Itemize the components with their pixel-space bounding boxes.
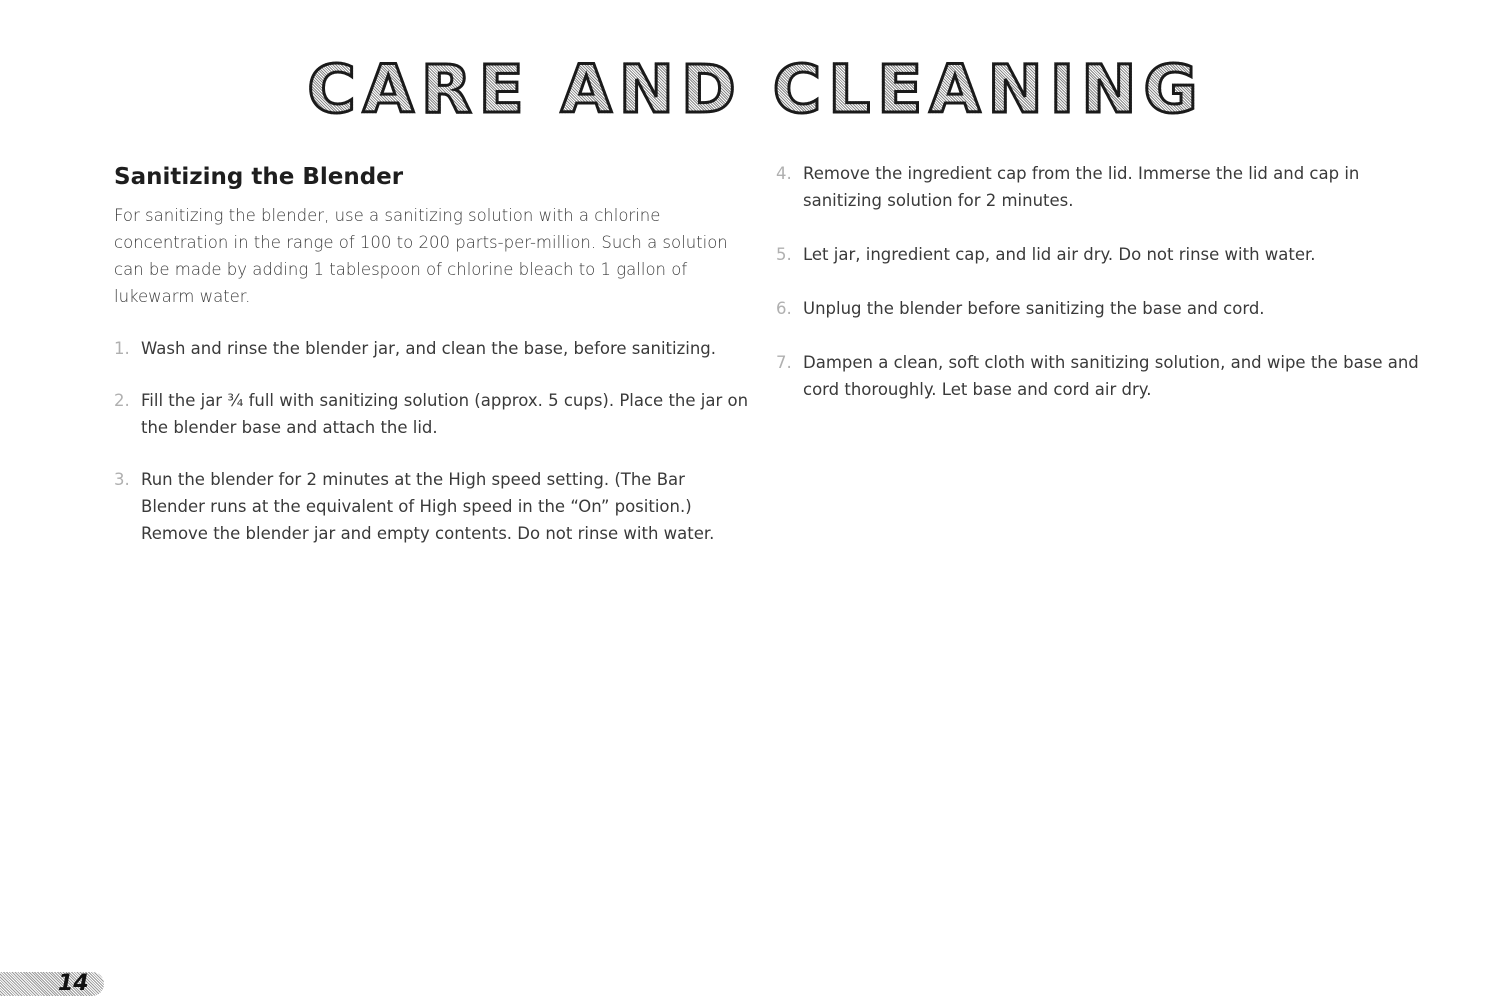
step-number: 3. <box>114 470 130 489</box>
step-item <box>776 349 1436 403</box>
section-heading: Sanitizing the Blender <box>114 164 404 190</box>
step-number: 5. <box>776 245 792 264</box>
step-item <box>776 295 1436 322</box>
step-text: Dampen a clean, soft cloth with sanitizing solution, and wipe the base and cord thoroughly. Let base and cord air dry. <box>803 353 1419 399</box>
page-title: CARE AND CLEANING <box>0 50 1512 130</box>
step-text: Wash and rinse the blender jar, and clean the base, before sanitizing. <box>141 339 717 358</box>
step-number: 1. <box>114 339 130 358</box>
step-item <box>114 335 754 362</box>
step-number: 7. <box>776 353 792 372</box>
step-text: Remove the ingredient cap from the lid. Immerse the lid and cap in sanitizing solution for 2 minutes. <box>803 164 1360 210</box>
page-number: 14 <box>58 971 89 996</box>
step-text: Let jar, ingredient cap, and lid air dry. Do not rinse with water. <box>803 245 1316 264</box>
step-item <box>114 466 754 547</box>
step-item <box>776 160 1436 214</box>
step-text: Fill the jar ¾ full with sanitizing solution (approx. 5 cups). Place the jar on the blender base and attach the lid. <box>141 391 749 437</box>
step-number: 6. <box>776 299 792 318</box>
step-item <box>114 387 754 441</box>
step-text: Run the blender for 2 minutes at the High speed setting. (The Bar Blender runs at the equivalent of High speed in the “On” position.) Remove the blender jar and empty contents. Do not rinse with water. <box>141 470 715 543</box>
step-text: Unplug the blender before sanitizing the base and cord. <box>803 299 1265 318</box>
step-item <box>776 241 1436 268</box>
intro-paragraph: For sanitizing the blender, use a sanitizing solution with a chlorine concentration in the range of 100 to 200 parts-per-million. Such a solution can be made by adding 1 tablespoon of chlorine bleach to 1 gallon of lukewarm water. <box>114 206 728 306</box>
step-number: 2. <box>114 391 130 410</box>
right-column <box>776 160 1436 430</box>
step-number: 4. <box>776 164 792 183</box>
left-column <box>114 160 754 572</box>
